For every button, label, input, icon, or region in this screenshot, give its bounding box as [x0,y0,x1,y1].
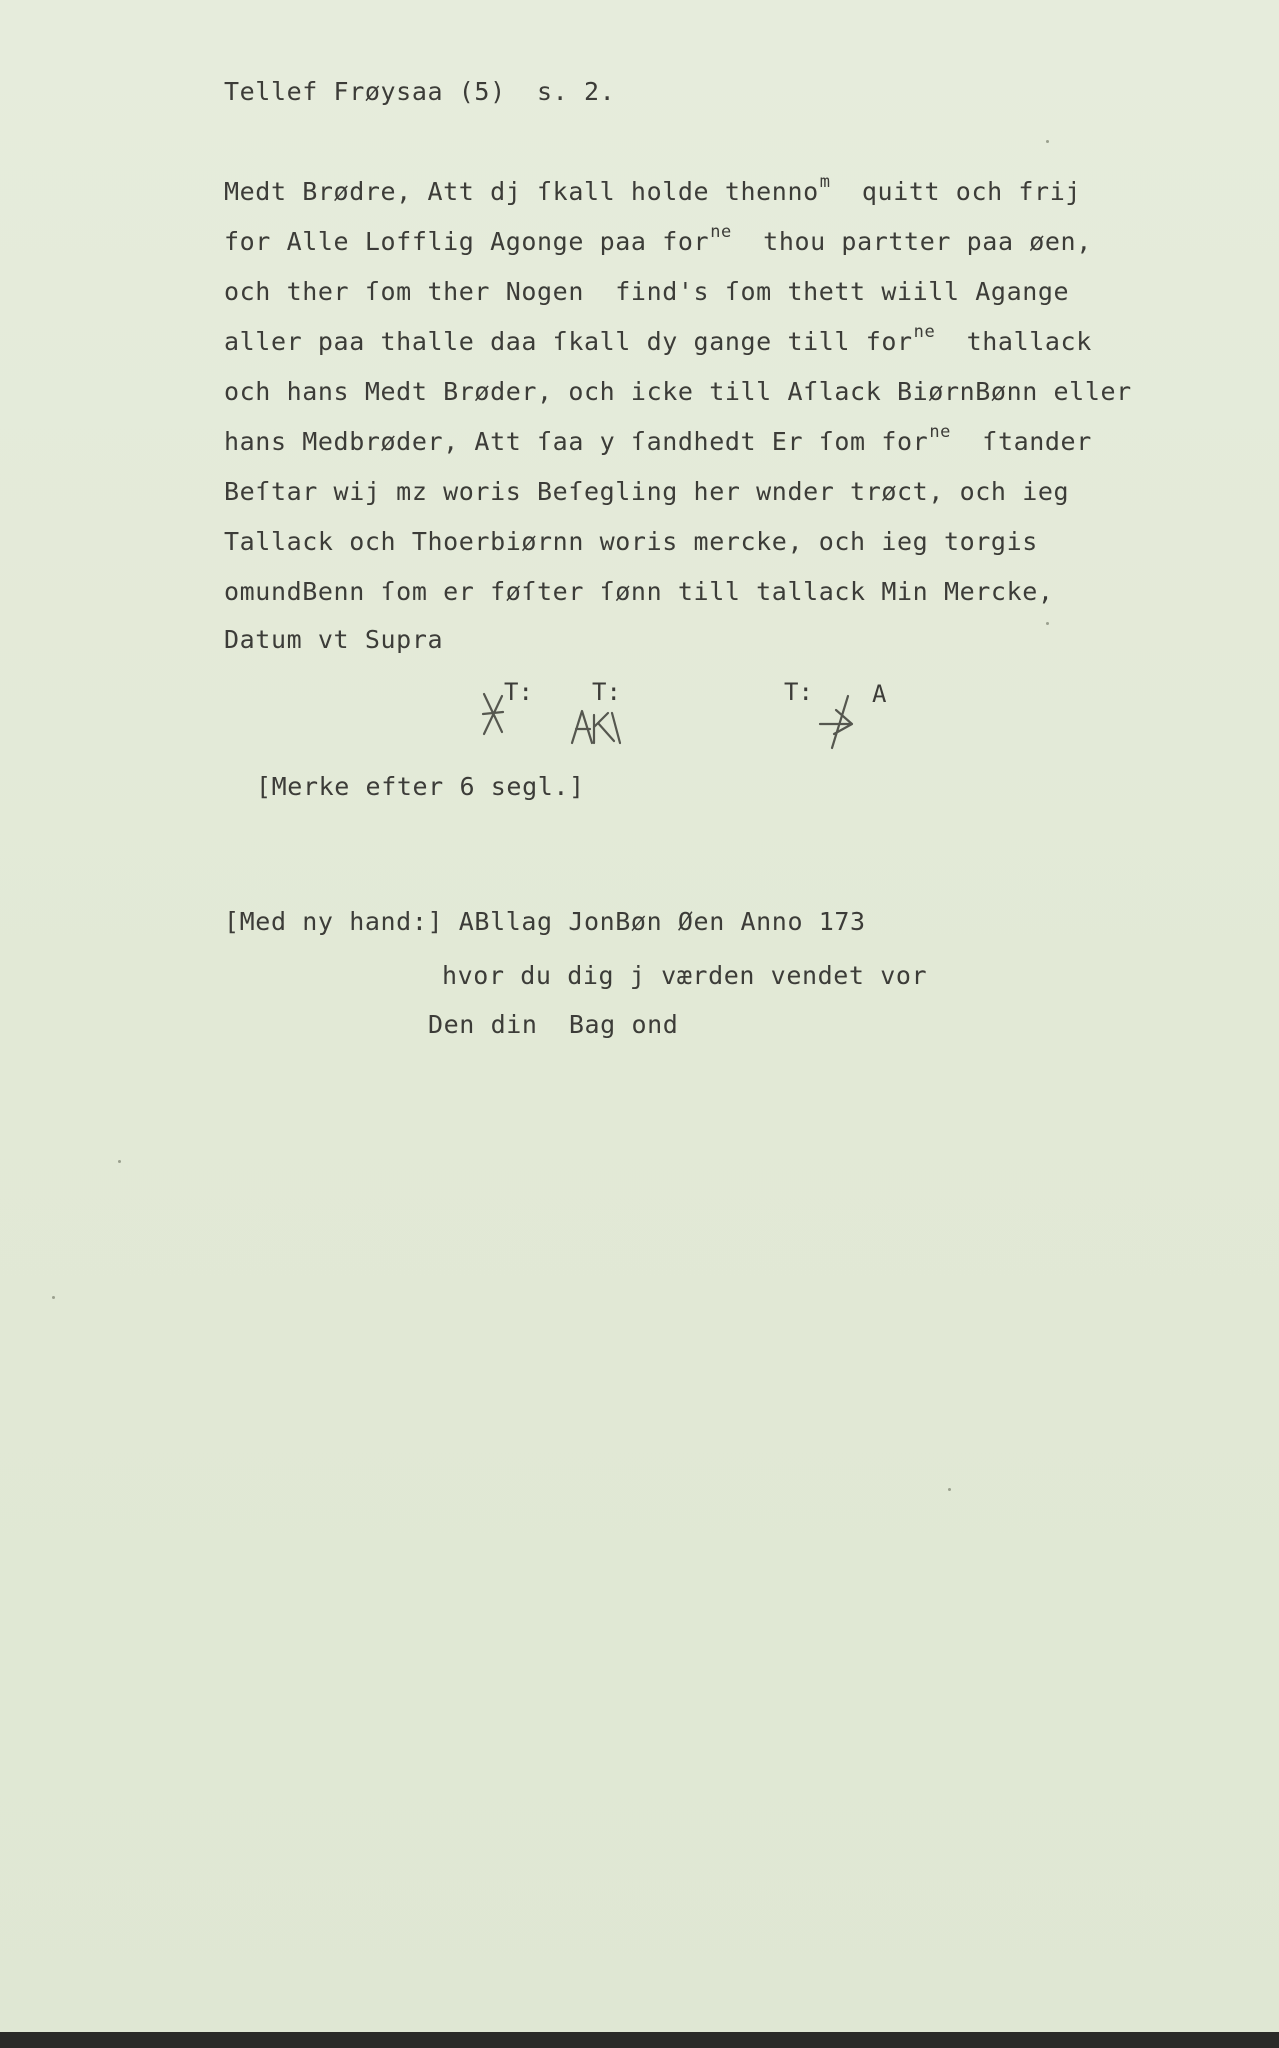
paper-speck [52,1296,55,1299]
body-line: for Alle Lofflig Agonge paa for$^{ne}$ thou partter paa øen, [224,222,1092,256]
paper-speck [1046,622,1049,625]
paper-speck [118,1160,121,1163]
body-line: Beſtar wij mz woris Beſegling her wnder trøct, och ieg [224,477,1070,506]
body-line: omundBenn ſom er føſter ſønn till tallack Min Mercke, [224,577,1054,606]
addendum-line: Den din Bag ond [428,1010,679,1039]
document-heading: Tellef Frøysaa (5) s. 2. [224,77,616,106]
body-line: aller paa thalle daa ſkall dy gange till for$^{ne}$ thallack [224,322,1092,356]
seal-note: [Merke efter 6 segl.] [256,772,585,801]
mark-label: A [872,680,887,708]
body-line: Medt Brødre, Att dj ſkall holde thenno$^m$ quitt och frij [224,172,1082,206]
arrow-mark-icon [818,692,858,752]
paper-speck [1046,140,1049,143]
addendum-line: [Med ny hand:] ABllag JonBøn Øen Anno 173 [224,907,866,936]
mark-label: T: [784,678,813,706]
body-line: hans Medbrøder, Att ſaa y ſandhedt Er ſom for$^{ne}$ ſtander [224,422,1092,456]
scan-edge [0,2032,1279,2048]
mark-label: T: [592,678,621,706]
mark-label: T: [504,678,533,706]
body-line: och ther ſom ther Nogen find's ſom thett wiill Agange [224,277,1070,306]
paper-speck [948,1488,951,1491]
ligature-mark-icon [568,705,624,747]
body-line: Datum vt Supra [224,625,444,654]
body-line: och hans Medt Brøder, och icke till Aſlack BiørnBønn eller [224,377,1132,406]
addendum-line: hvor du dig j værden vendet vor [442,961,928,990]
body-line: Tallack och Thoerbiørnn woris mercke, och ieg torgis [224,527,1038,556]
cross-mark-icon [480,690,506,738]
